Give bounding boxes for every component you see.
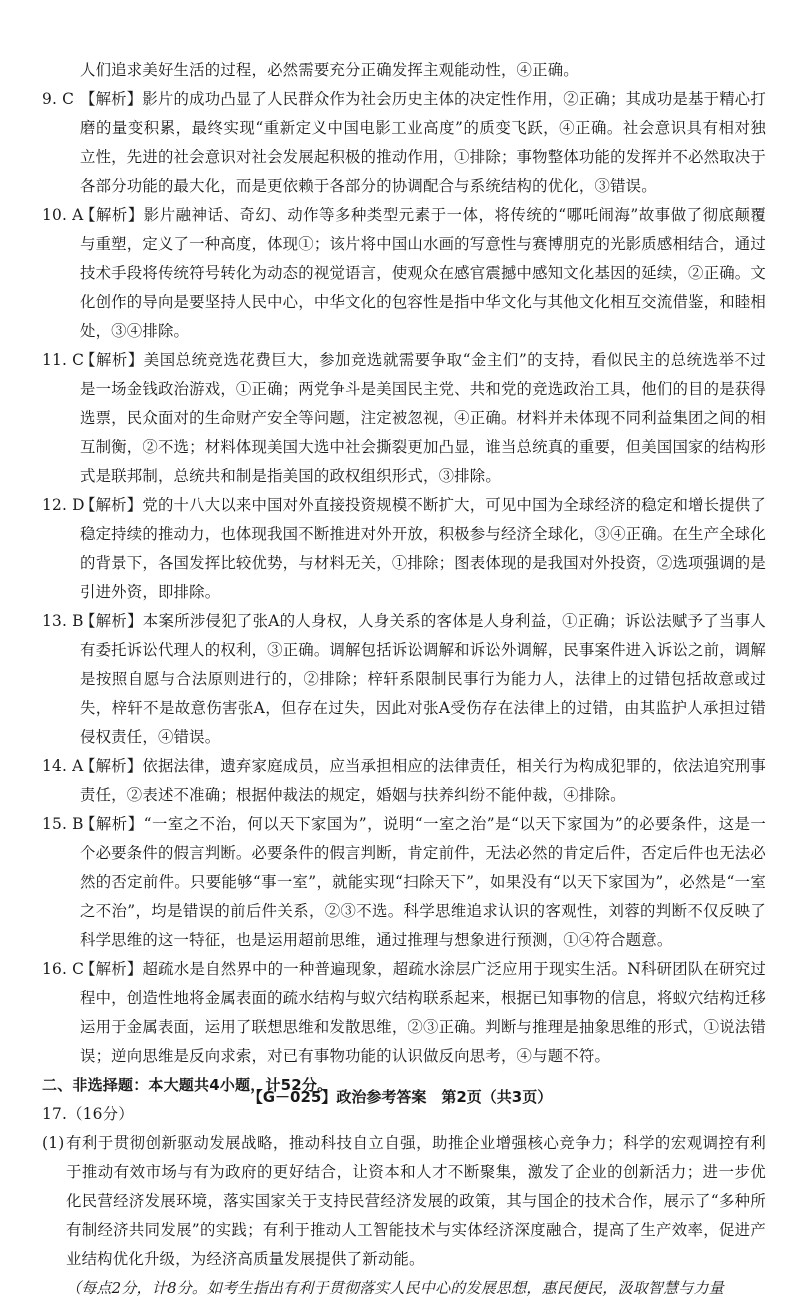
answer-content [42,56,766,1303]
sub-question-number: (1) [42,1134,65,1152]
sub-question-answer: 有利于贯彻创新驱动发展战略，推动科技自立自强，助推企业增强核心竞争力；科学的宏观调控有利于推动有效市场与有为政府的更好结合，让资本和人才不断聚集，激发了企业的创新活力；进一步优化民营经济发展环境，落实国家关于支持民营经济发展的政策，其与国企的技术合作，展示了“多种所有制经济共同发展”的实践；有利于推动人工智能技术与实体经济深度融合，提高了生产效率，促进产业结构优化升级，为经济高质量发展提供了新动能。 [66,1134,766,1268]
answer-number: 10. A [42,206,84,224]
answer-explanation: 【解析】超疏水是自然界中的一种普遍现象，超疏水涂层广泛应用于现实生活。N科研团队在研究过程中，创造性地将金属表面的疏水结构与蚁穴结构联系起来，根据已知事物的信息，将蚁穴结构迁移运用于金属表面，运用了联想思维和发散思维，②③正确。判断与推理是抽象思维的形式，①说法错误；逆向思维是反向求索，对已有事物功能的认识做反向思考，④与题不符。 [80,960,766,1065]
answer-explanation: 【解析】本案所涉侵犯了张A的人身权，人身关系的客体是人身利益，①正确；诉讼法赋予了当事人有委托诉讼代理人的权利，③正确。调解包括诉讼调解和诉讼外调解，民事案件进入诉讼之前，调解是按照自愿与合法原则进行的，②排除；梓轩系限制民事行为能力人，法律上的过错包括故意或过失，梓轩不是故意伤害张A，但存在过失，因此对张A受伤存在法律上的过错，由其监护人承担过错侵权责任，④错误。 [80,612,766,746]
answer-explanation: 【解析】依据法律，遗弃家庭成员，应当承担相应的法律责任，相关行为构成犯罪的，依法追究刑事责任，②表述不准确；根据仲裁法的规定，婚姻与扶养纠纷不能仲裁，④排除。 [80,757,766,804]
section-heading: 二、非选择题：本大题共4小题，计52分。 [42,1076,333,1094]
answer-number: 9. C [42,90,75,108]
answer-explanation: 【解析】影片融神话、奇幻、动作等多种类型元素于一体，将传统的“哪吒闹海”故事做了彻底颠覆与重塑，定义了一种高度，体现①；该片将中国山水画的写意性与赛博朋克的光影质感相结合，通过技术手段将传统符号转化为动态的视觉语言，使观众在感官震撼中感知文化基因的延续，②正确。文化创作的导向是要坚持人民中心，中华文化的包容性是指中华文化与其他文化相互交流借鉴，和睦相处，③④排除。 [80,206,766,340]
answer-10 [42,201,766,346]
question-17-part-1 [42,1129,766,1274]
answer-16 [42,955,766,1071]
answer-explanation: 【解析】“一室之不治，何以天下家国为”，说明“一室之治”是“以天下家国为”的必要条件，这是一个必要条件的假言判断。必要条件的假言判断，肯定前件，无法必然的肯定后件，否定后件也无法必然的否定前件。只要能够“事一室”，就能实现“扫除天下”，如果没有“以天下家国为”，必然是“一室之不治”，均是错误的前后件关系，②③不选。科学思维追求认识的客观性，刘蓉的判断不仅反映了科学思维的这一特征，也是运用超前思维，通过推理与想象进行预测，①④符合题意。 [80,815,766,949]
answer-number: 16. C [42,960,85,978]
question-17-label: 17.（16分） [42,1105,134,1123]
answer-explanation: 【解析】党的十八大以来中国对外直接投资规模不断扩大，可见中国为全球经济的稳定和增长提供了稳定持续的推动力，也体现我国不断推进对外开放，积极参与经济全球化，③④正确。在生产全球化的背景下，各国发挥比较优势，与材料无关，①排除；图表体现的是我国对外投资，②选项强调的是引进外资，即排除。 [80,496,766,601]
answer-11 [42,346,766,491]
intro-text: 人们追求美好生活的过程，必然需要充分正确发挥主观能动性，④正确。 [80,61,579,79]
answer-explanation: 【解析】影片的成功凸显了人民群众作为社会历史主体的决定性作用，②正确；其成功是基于精心打磨的量变积累，最终实现“重新定义中国电影工业高度”的质变飞跃，④正确。社会意识具有相对独立性，先进的社会意识对社会发展起积极的推动作用，①排除；事物整体功能的发挥并不必然取决于各部分功能的最大化，而是更依赖于各部分的协调配合与系统结构的优化，③错误。 [80,90,766,195]
answer-15 [42,810,766,955]
answer-number: 12. D [42,496,85,514]
answer-9 [42,85,766,201]
answer-14 [42,752,766,810]
answer-number: 13. B [42,612,84,630]
page-footer: 【G－025】政治参考答案 第2页（共3页） [247,1088,553,1106]
answer-13 [42,607,766,752]
answer-number: 11. C [42,351,85,369]
answer-number: 15. B [42,815,84,833]
answer-explanation: 【解析】美国总统竞选花费巨大，参加竞选就需要争取“金主们”的支持，看似民主的总统选举不过是一场金钱政治游戏，①正确；两党争斗是美国民主党、共和党的竞选政治工具，他们的目的是获得选票，民众面对的生命财产安全等问题，注定被忽视，④正确。材料并未体现不同利益集团之间的相互制衡，②不选；材料体现美国大选中社会撕裂更加凸显，谁当总统真的重要，但美国国家的结构形式是联邦制，总统共和制是指美国的政权组织形式，③排除。 [80,351,766,485]
scoring-note: （每点2分，计8分。如考生指出有利于贯彻落实人民中心的发展思想，惠民便民，汲取智慧与力量 [66,1279,724,1297]
answer-12 [42,491,766,607]
answer-number: 14. A [42,757,84,775]
